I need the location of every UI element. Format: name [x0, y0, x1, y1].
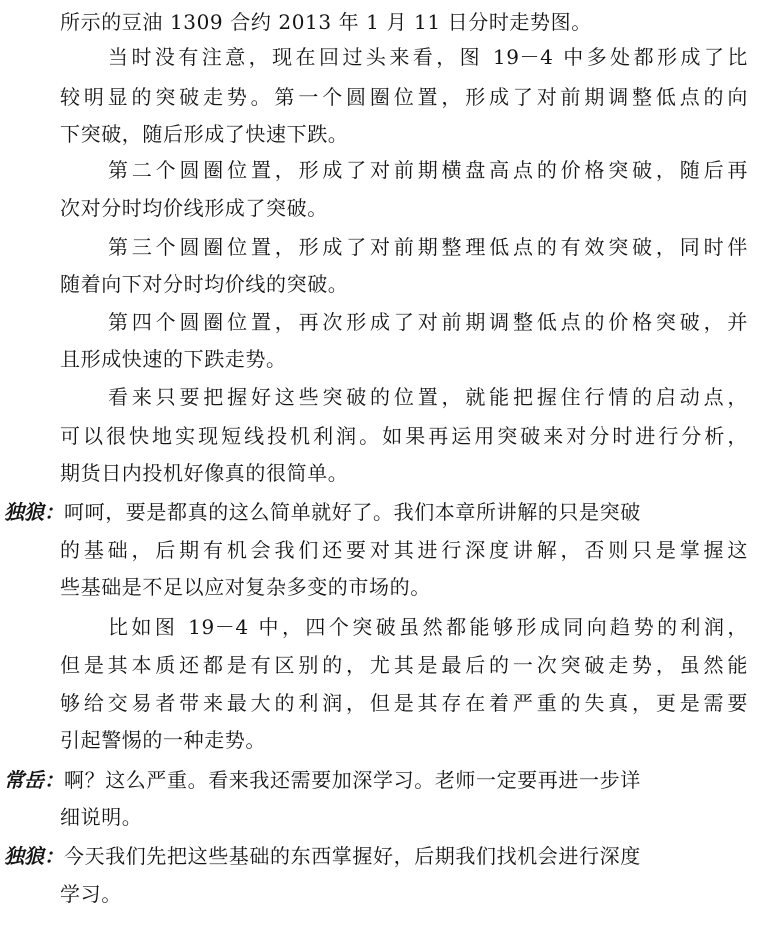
text-line: 细说明。: [60, 805, 143, 829]
text-line: 下突破，随后形成了快速下跌。: [60, 122, 349, 146]
text-line: 所示的豆油 1309 合约 2013 年 1 月 11 日分时走势图。: [60, 10, 592, 34]
dialogue-line: 独狼：今天我们先把这些基础的东西掌握好，后期我们找机会进行深度: [4, 844, 641, 868]
text-line: 随着向下对分时均价线的突破。: [60, 272, 349, 296]
text-line: 引起警惕的一种走势。: [60, 728, 266, 752]
text-line: 学习。: [60, 882, 122, 906]
speaker-label: 独狼：: [4, 844, 64, 868]
text-line: 够给交易者带来最大的利润，但是其存在着严重的失真，更是需要: [60, 691, 748, 715]
text-line: 比如图 19－4 中，四个突破虽然都能够形成同向趋势的利润，: [108, 615, 748, 639]
speaker-label: 常岳：: [4, 768, 64, 792]
text-line: 第四个圆圈位置，再次形成了对前期调整低点的价格突破，并: [108, 310, 748, 334]
speaker-label: 独狼：: [4, 500, 64, 524]
text-line: 但是其本质还都是有区别的，尤其是最后的一次突破走势，虽然能: [60, 653, 748, 677]
text-line: 的基础，后期有机会我们还要对其进行深度讲解，否则只是掌握这: [60, 538, 748, 562]
dialogue-line: 独狼：呵呵，要是都真的这么简单就好了。我们本章所讲解的只是突破: [4, 500, 641, 524]
text-line: 些基础是不足以应对复杂多变的市场的。: [60, 575, 431, 599]
text-line: 可以很快地实现短线投机利润。如果再运用突破来对分时进行分析，: [60, 424, 748, 448]
dialogue-line: 常岳：啊？这么严重。看来我还需要加深学习。老师一定要再进一步详: [4, 768, 641, 792]
text-line: 较明显的突破走势。第一个圆圈位置，形成了对前期调整低点的向: [60, 85, 748, 109]
text-line: 第二个圆圈位置，形成了对前期横盘高点的价格突破，随后再: [108, 158, 748, 182]
text-line: 当时没有注意，现在回过头来看，图 19－4 中多处都形成了比: [108, 45, 748, 69]
text-line: 看来只要把握好这些突破的位置，就能把握住行情的启动点，: [108, 385, 748, 409]
text-line: 且形成快速的下跌走势。: [60, 347, 287, 371]
text-line: 次对分时均价线形成了突破。: [60, 196, 328, 220]
text-line: 期货日内投机好像真的很简单。: [60, 461, 349, 485]
text-line: 第三个圆圈位置，形成了对前期整理低点的有效突破，同时伴: [108, 235, 748, 259]
